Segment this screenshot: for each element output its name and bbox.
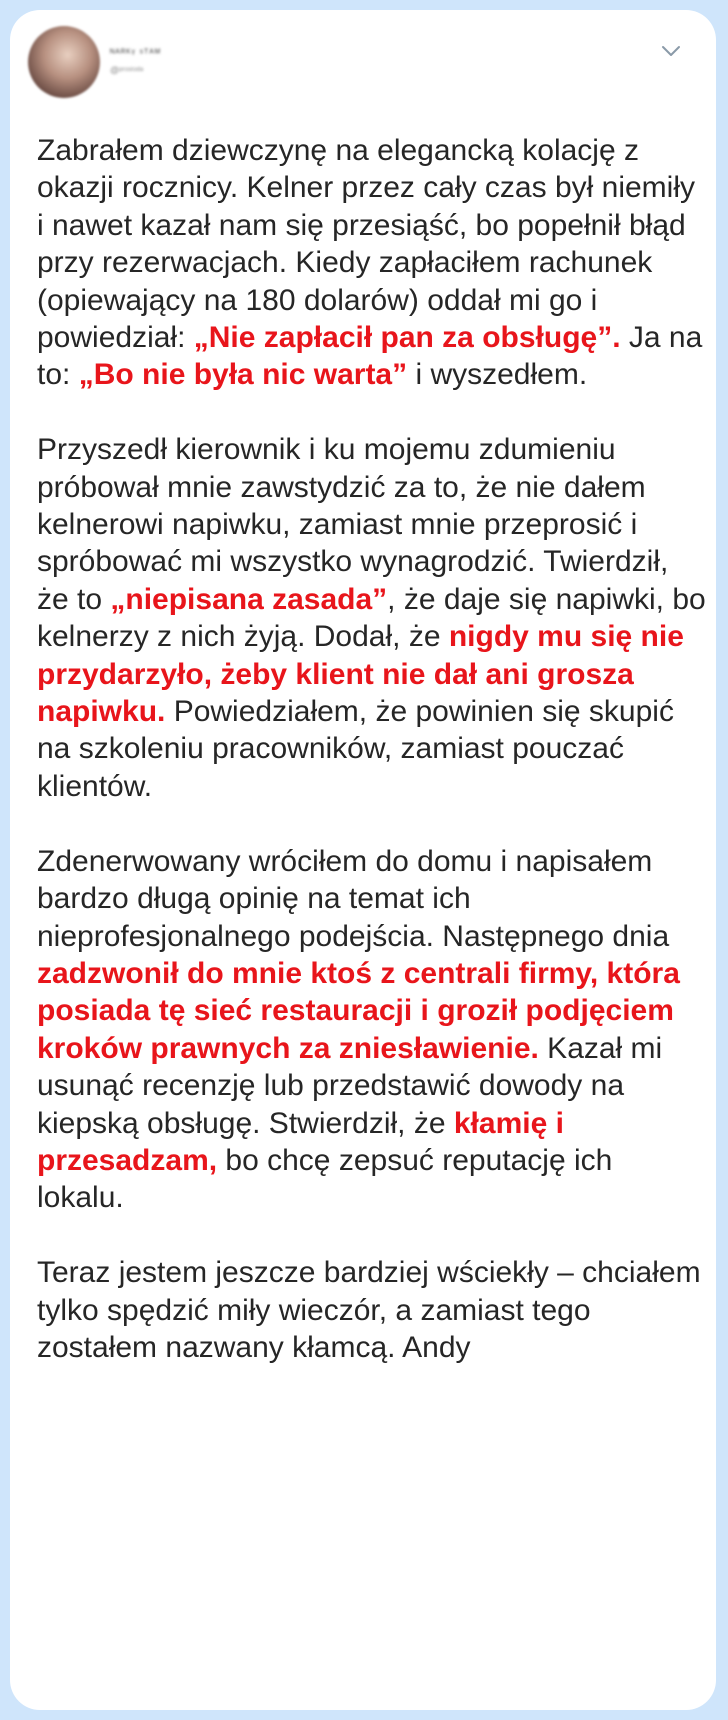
text-segment: Zdenerwowany wróciłem do domu i napisałem bardzo długą opinię na temat ich nieprofesjonalnego podejścia. Następnego dnia: [37, 844, 670, 953]
highlighted-text: „Nie zapłacił pan za obsługę”.: [193, 321, 621, 355]
highlighted-text: kłamię i przesadzam,: [37, 1106, 564, 1177]
tweet-text: [37, 132, 707, 1404]
text-segment: Powiedziałem, że powinien się skupić na szkoleniu pracowników, zamiast pouczać klientów.: [37, 695, 674, 803]
paragraph-4: [37, 1254, 707, 1366]
highlighted-text: nigdy mu się nie przydarzyło, żeby klient nie dał ani grosza napiwku.: [37, 620, 684, 729]
avatar[interactable]: [28, 26, 100, 98]
text-segment: bo chcę zepsuć reputację ich lokalu.: [37, 1143, 613, 1215]
tweet-card: [10, 10, 716, 1710]
text-segment: i wyszedłem.: [407, 358, 588, 392]
highlighted-text: zadzwonił do mnie ktoś z centrali firmy, która posiada tę sieć restauracji i groził podjęciem kroków prawnych za zniesławienie.: [37, 956, 680, 1065]
highlighted-text: „Bo nie była nic warta”: [78, 358, 408, 392]
text-segment: Teraz jestem jeszcze bardziej wściekły – chciałem tylko spędzić miły wieczór, a zamiast tego zostałem nazwany kłamcą. Andy: [37, 1256, 701, 1364]
text-segment: Zabrałem dziewczynę na elegancką kolację z okazji rocznicy. Kelner przez cały czas był niemiły i nawet kazał nam się przesiąść, bo popełnił błąd przy rezerwacjach. Kiedy zapłaciłem rachunek (opiewający na 180 dolarów) oddał mi go i powiedział:: [37, 134, 695, 355]
paragraph-3: [37, 843, 707, 1217]
tweet-header: [10, 10, 716, 120]
text-segment: Przyszedł kierownik i ku mojemu zdumieniu próbował mnie zawstydzić za to, że nie dałem kelnerowi napiwku, zamiast mnie przeprosić i spróbować mi wszystko wynagrodzić. Twierdził, że to: [37, 433, 669, 616]
user-block: [110, 48, 161, 75]
text-segment: , że daje się napiwki, bo kelnerzy z nich żyją. Dodał, że: [37, 582, 706, 654]
user-name[interactable]: ᴺᴬᴿᴷᵞ ˢᵀᴬᴹ: [110, 48, 161, 59]
paragraph-1: [37, 132, 707, 394]
text-segment: Ja na to:: [37, 321, 703, 392]
paragraph-2: [37, 431, 707, 805]
chevron-down-icon[interactable]: [660, 40, 682, 62]
user-handle: @ᵖʳᵒˢᵗᵒᵈᵃ: [110, 65, 144, 75]
highlighted-text: „niepisana zasada”: [110, 582, 388, 616]
text-segment: Kazał mi usunąć recenzję lub przedstawić dowody na kiepską obsługę. Stwierdził, że: [37, 1031, 663, 1140]
